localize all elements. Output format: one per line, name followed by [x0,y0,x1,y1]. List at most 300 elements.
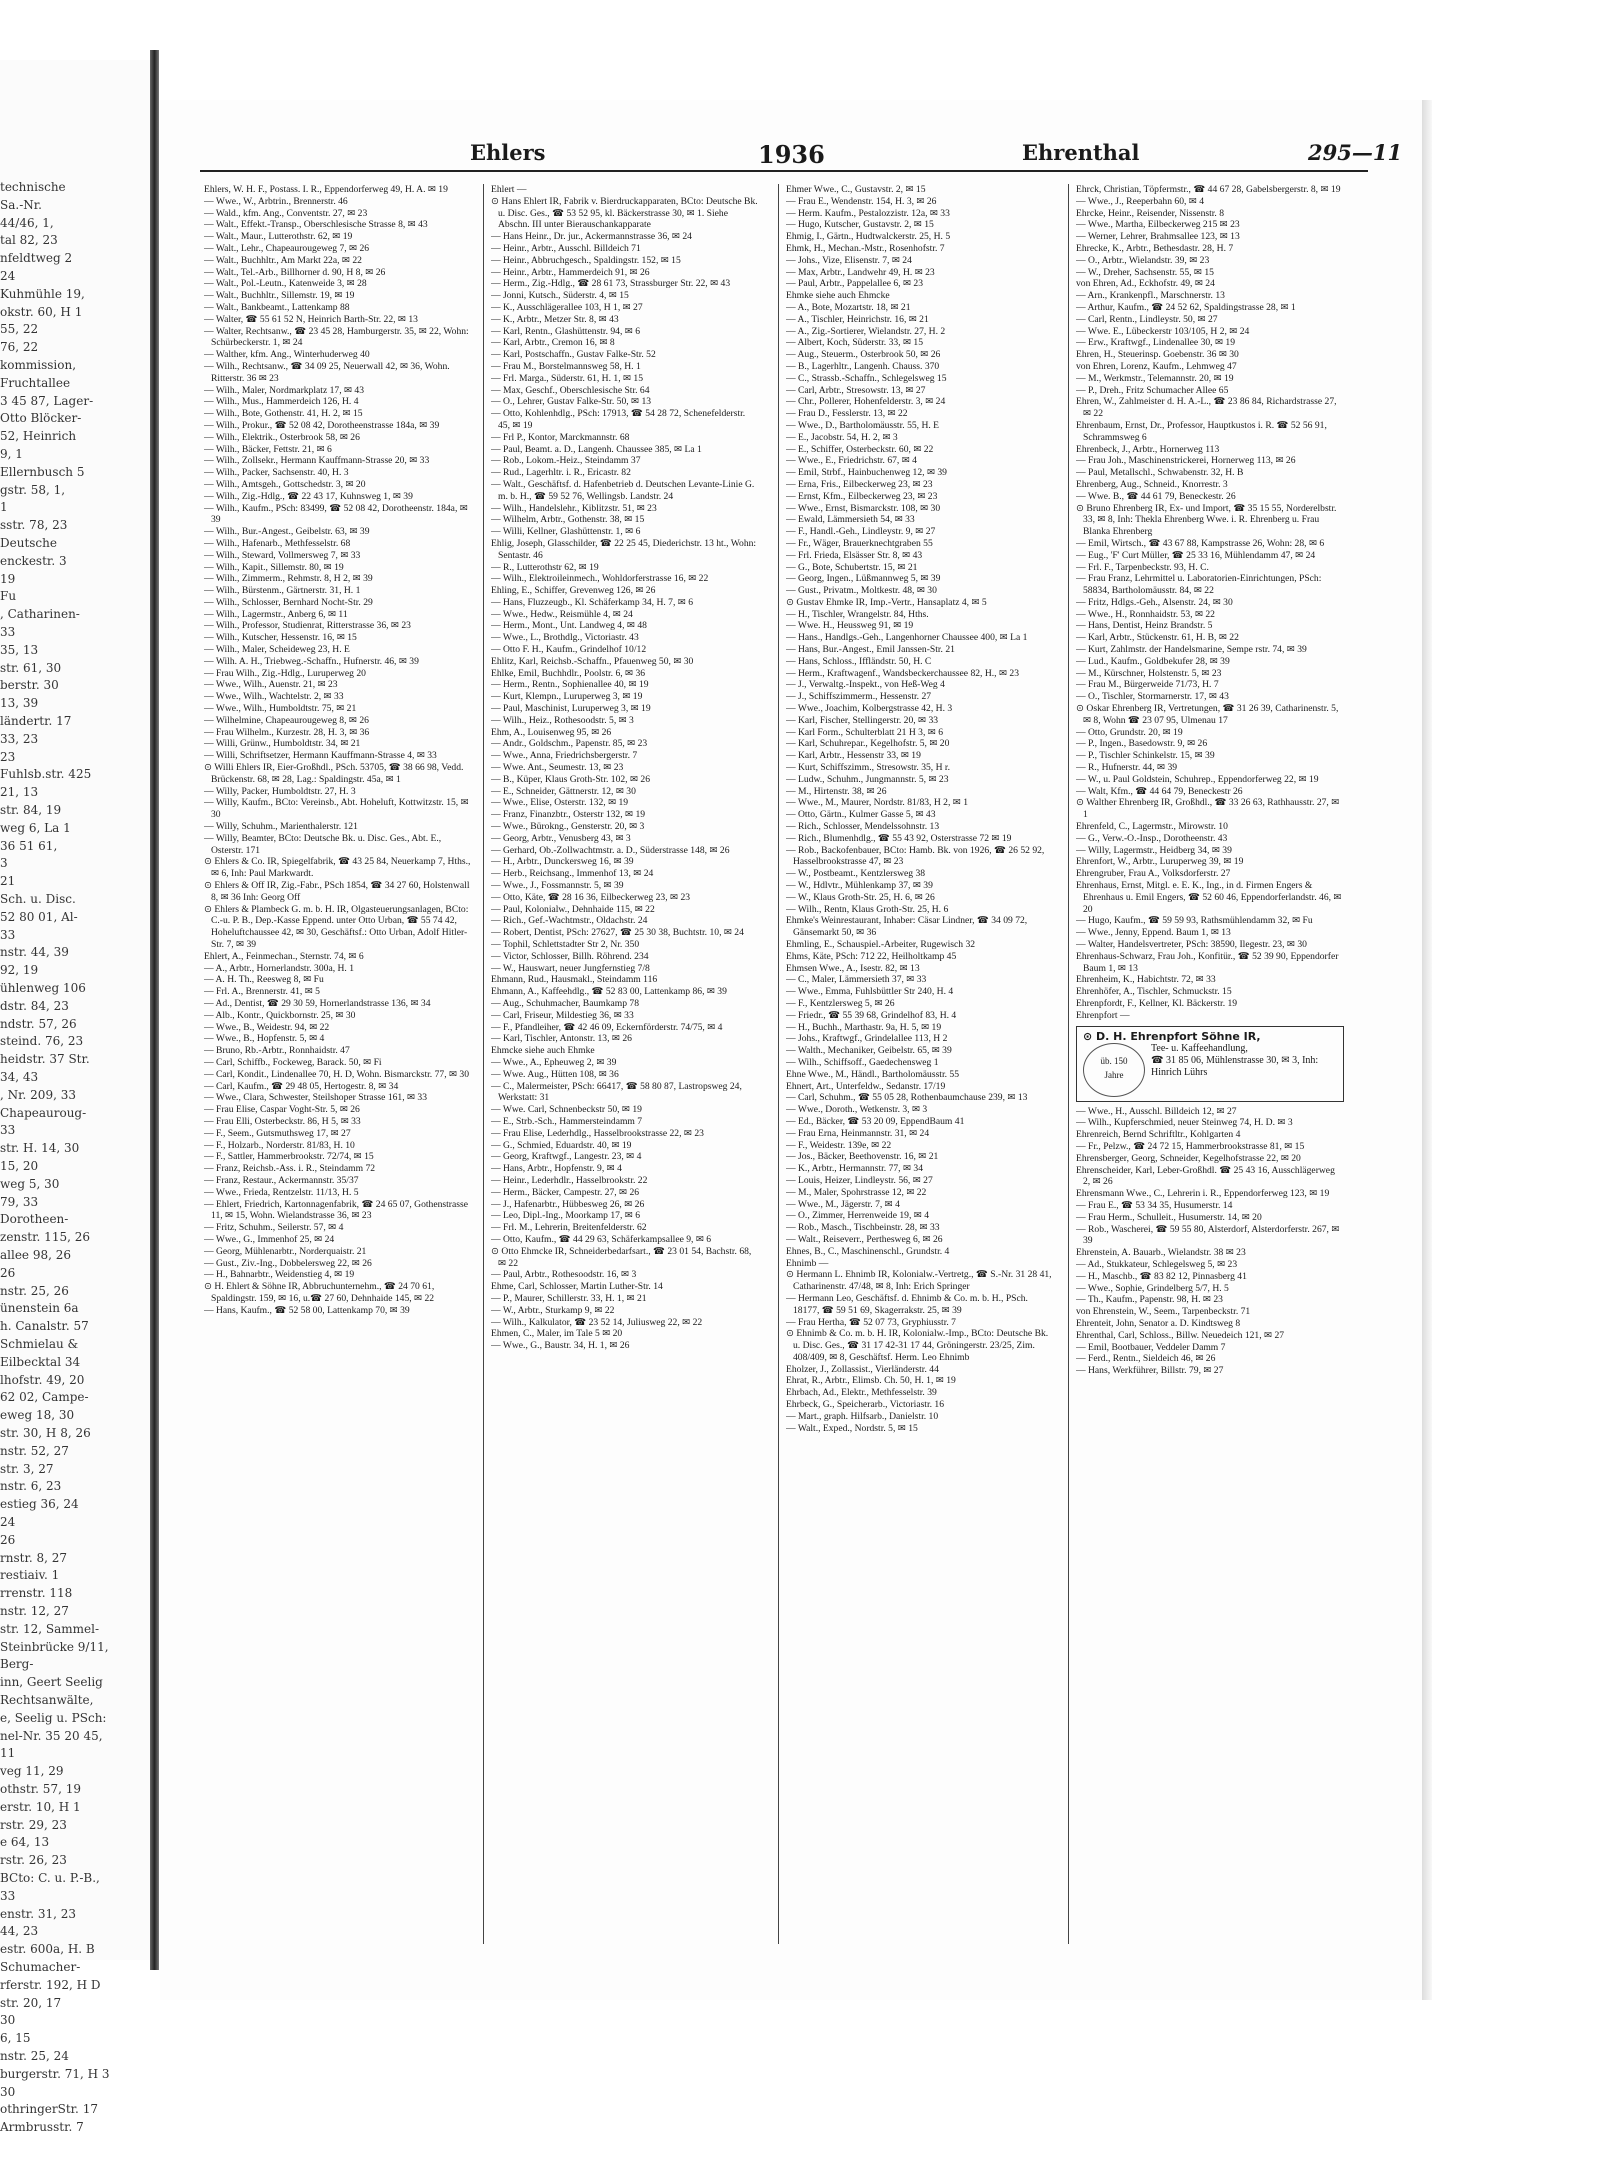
directory-entry: — Frau Herm., Schulleit., Husumerstr. 14, ✉ 20 [1076,1211,1262,1223]
directory-entry: — Fritz, Schuhm., Seilerstr. 57, ✉ 4 [204,1222,344,1234]
directory-entry: — A., Arbtr., Hornerlandstr. 300a, H. 1 [204,962,355,974]
directory-entry: Ehrenhöfer, A., Tischler, Schmuckstr. 15 [1076,986,1232,998]
directory-entry: von Ehrenstein, W., Seem., Tarpenbeckstr. 71 [1076,1306,1251,1318]
directory-entry: — O., Zimmer, Herrenweide 19, ✉ 4 [786,1210,929,1222]
left-page-line: 76, 22 [0,340,39,355]
directory-entry: — Otto, Kohlenhdlg., PSch: 17913, ☎ 54 28 72, Schenefelderstr. 45, ✉ 19 [491,408,746,431]
directory-entry: — F., Kentzlersweg 5, ✉ 26 [786,997,895,1009]
directory-entry: — W., Arbtr., Sturkamp 9, ✉ 22 [491,1304,615,1316]
directory-entry: — Hans, Dentist, Heinz Brandstr. 5 [1076,620,1213,632]
directory-entry: — Walt., Exped., Nordstr. 5, ✉ 15 [786,1422,918,1434]
left-page-line: str. 12, Sammel- [0,1621,100,1636]
directory-entry: ⊙ Walther Ehrenberg IR, Großhdl., ☎ 33 26 63, Rathhausstr. 27, ✉ 1 [1076,797,1340,821]
directory-entry: Ehrenfort, W., Arbtr., Luruperweg 39, ✉ 19 [1076,856,1244,868]
left-page-line: Fruchtallee [0,375,71,390]
left-page-line: 35, 13 [0,642,39,657]
directory-entry: — Bruno, Rb.-Arbtr., Ronnhaidstr. 47 [204,1045,350,1057]
directory-entry: — Frau Wilh., Zig.-Hdlg., Luruperweg 20 [204,667,366,679]
directory-entry: Ehrengruber, Frau A., Volksdorferstr. 27 [1076,868,1231,880]
directory-entry: — Hans, Fluzzeugb., Kl. Schäferkamp 34, H. 7, ✉ 6 [491,596,694,608]
directory-entry: — Walt., Effekt.-Transp., Oberschlesische Strasse 8, ✉ 43 [204,219,428,231]
left-page-line: enstr. 31, 23 [0,1906,77,1921]
directory-entry: — Willy, Lagermstr., Heidberg 34, ✉ 39 [1076,844,1232,856]
directory-entry: — Karl, Schuhrepar., Kegelhofstr. 5, ✉ 20 [786,738,950,750]
directory-entry: — A., Tischler, Heinrichstr. 16, ✉ 21 [786,313,929,325]
directory-entry: — Wwe., A., Epheuweg 2, ✉ 39 [491,1056,617,1068]
directory-entry: — Robert, Dentist, PSch: 27627, ☎ 25 30 38, Buchtstr. 10, ✉ 24 [491,927,744,939]
directory-entry: Ehrenpfordt, F., Kellner, Kl. Bäckerstr. 19 [1076,997,1238,1009]
left-page-line: 13, 39 [0,696,39,711]
directory-entry: — P., Dreh., Fritz Schumacher Allee 65 [1076,384,1229,396]
directory-entry: — Georg, Arbtr., Venusberg 43, ✉ 3 [491,832,631,844]
directory-entry: — Wwe., Ernst, Bismarckstr. 108, ✉ 30 [786,502,941,514]
left-page-line: 33 [0,1123,16,1138]
directory-entry: — Carl, Kaufm., ☎ 29 48 05, Hertogestr. 8, ✉ 34 [204,1080,399,1092]
directory-entry: — W., Klaus Groth-Str. 25, H. 6, ✉ 26 [786,891,935,903]
left-page-line: nstr. 52, 27 [0,1443,69,1458]
directory-entry: — Wwe., H., Ronnhaidstr. 53, ✉ 22 [1076,608,1215,620]
directory-entry: — H., Tischler, Wrangelstr. 84, Hths. [786,608,929,620]
directory-entry: — Willi, Kellner, Glashüttenstr. 1, ✉ 6 [491,526,641,538]
directory-entry: — Walth., Mechaniker, Geibelstr. 65, ✉ 39 [786,1045,952,1057]
directory-entry: — Wilh., Prokur., ☎ 52 08 42, Dorotheenstrasse 184a, ✉ 39 [204,419,440,431]
left-page-line: tal 82, 23 [0,233,58,248]
left-page-line: estr. 600a, H. B [0,1942,95,1957]
directory-entry: Ehlig, Joseph, Glasschilder, ☎ 22 25 45, Diederichstr. 13 ht., Wohn: Sentastr. 46 [491,537,757,561]
left-page-line: Fu [0,589,17,604]
column-divider [1068,184,1069,1944]
directory-entry: — Wwe., Anna, Friedrichsbergerstr. 7 [491,750,638,762]
ad-line: ☎ 31 85 06, Mühlenstrasse 30, ✉ 3, Inh: [1151,1054,1319,1066]
left-page-line: berstr. 30 [0,678,59,693]
directory-entry: — G., Bote, Schubertstr. 15, ✉ 21 [786,561,918,573]
directory-entry: — Fr., Wäger, Brauerknechtgraben 55 [786,537,933,549]
directory-entry: Ehlert — [491,184,527,195]
left-page-line: nel-Nr. 35 20 45, [0,1728,103,1743]
directory-entry: Ehrenberg, Aug., Schneid., Knorrestr. 3 [1076,478,1228,490]
seal-text-top: üb. 150 [1100,1055,1128,1066]
left-page-line: e 64, 13 [0,1835,50,1850]
directory-entry: — Wwe., Wilh., Wachtelstr. 2, ✉ 33 [204,691,344,703]
left-page-line: 52, Heinrich [0,429,77,444]
directory-entry: Ehmann, Rud., Hausmakl., Steindamm 116 [491,974,658,986]
directory-entry: — Wilh. A. H., Triebweg.-Schaffn., Hufnerstr. 46, ✉ 39 [204,655,419,667]
directory-entry: — Walt., Bankbeamt., Lattenkamp 88 [204,301,350,313]
directory-entry: — Karl Form., Schulterblatt 21 H 3, ✉ 6 [786,726,943,738]
directory-entry: — Leo, Dipl.-Ing., Moorkamp 17, ✉ 6 [491,1210,640,1222]
book-spine [150,50,159,1970]
directory-entry: — Ludw., Schuhm., Jungmannstr. 5, ✉ 23 [786,773,949,785]
left-page-line: , Nr. 209, 33 [0,1087,76,1102]
directory-entry: — Willi, Grünw., Humboldtstr. 34, ✉ 21 [204,738,361,750]
directory-entry: Ehrenthal, Carl, Schloss., Billw. Neuedeich 121, ✉ 27 [1076,1329,1285,1341]
directory-entry: — E., Strb.-Sch., Hammersteindamm 7 [491,1115,643,1127]
directory-entry: — Wilh., Kutscher, Hessenstr. 16, ✉ 15 [204,632,357,644]
directory-entry: Ehmling, E., Schauspiel.-Arbeiter, Rugewisch 32 [786,939,976,950]
directory-entry: — Wilh., Zimmerm., Rehmstr. 8, H 2, ✉ 39 [204,573,373,585]
directory-entry: — J., Hafenarbtr., Hübbesweg 26, ✉ 26 [491,1198,645,1210]
left-page-line: ndstr. 57, 26 [0,1016,77,1031]
directory-entry: — C., Maler, Lämmersieth 37, ✉ 33 [786,974,927,986]
directory-entry: — Walt., Lehr., Chapeaurougeweg 7, ✉ 26 [204,242,370,254]
directory-entry: — Wwe., Jenny, Eppend. Baum 1, ✉ 13 [1076,927,1231,939]
column-divider [778,184,779,1944]
directory-entry: — Walt, Kfm., ☎ 44 64 79, Beneckestr 26 [1076,785,1243,797]
left-page-line: 6, 15 [0,2031,31,2046]
directory-entry: — Wilh., Rentn, Klaus Groth-Str. 25, H. 6 [786,903,949,915]
directory-entry: — Wilh., Kaufm., PSch: 83499, ☎ 52 08 42, Dorotheenstr. 184a, ✉ 39 [204,502,468,526]
directory-entry: — Wwe., G., Baustr. 34, H. 1, ✉ 26 [491,1340,630,1352]
directory-entry: — H., Buchh., Marthastr. 9a, H. 5, ✉ 19 [786,1021,942,1033]
directory-entry: — M., Hirtenstr. 38, ✉ 26 [786,785,887,797]
directory-entry: — Fritz, Hdlgs.-Geh., Alsenstr. 24, ✉ 30 [1076,596,1233,608]
directory-entry: — O., Lehrer, Gustav Falke-Str. 50, ✉ 13 [491,396,652,408]
directory-entry: Ehlke, Emil, Buchhdlr., Poolstr. 6, ✉ 36 [491,667,646,679]
left-page-line: Armbrusstr. 7 [0,2120,84,2135]
directory-entry: — Alb., Kontr., Quickbornstr. 25, ✉ 30 [204,1009,356,1021]
directory-entry: — Willy, Beamter, BCto: Deutsche Bk. u. Disc. Ges., Abt. E., Osterstr. 171 [204,832,442,856]
directory-entry: — Arthur, Kaufm., ☎ 24 52 62, Spaldingstrasse 28, ✉ 1 [1076,301,1296,313]
directory-entry: Ehmen, C., Maler, im Tale 5 ✉ 20 [491,1328,623,1340]
directory-entry: — Max, Geschf., Oberschlesische Str. 64 [491,384,650,396]
left-page-line: str. 30, H 8, 26 [0,1426,91,1440]
directory-entry: — Chr., Pollerer, Hohenfelderstr. 3, ✉ 24 [786,396,946,408]
directory-entry: Ehrenstein, A. Bauarb., Wielandstr. 38 ✉ 23 [1076,1247,1246,1259]
directory-entry: Ehrenhaus, Ernst, Mitgl. e. E. K., Ing., in d. Firmen Engers & Ehrenhaus u. Emil Engers, ☎ 52 60 46, Eppendorferlandstr. 46, ✉ 20 [1076,880,1342,915]
left-page-line: Eilbecktal 34 [0,1354,81,1369]
directory-entry: — Walter, ☎ 55 61 52 N, Heinrich Barth-Str. 22, ✉ 13 [204,313,418,325]
directory-entry: — Paul, Arbtr., Pappelallee 6, ✉ 23 [786,278,924,290]
directory-entry: — Paul, Maschinist, Luruperweg 3, ✉ 19 [491,703,651,715]
directory-entry: — Wilh., Lagermstr., Anberg 6, ✉ 11 [204,608,348,620]
directory-entry: — Wwe. E., Lübeckerstr 103/105, H 2, ✉ 24 [1076,325,1250,337]
left-page-line: inn, Geert Seelig [0,1675,103,1690]
left-page-line: 34, 43 [0,1070,39,1084]
directory-entry: — Otto, Gärtn., Kulmer Gasse 5, ✉ 43 [786,809,936,821]
left-page-line: rrenstr. 118 [0,1586,73,1601]
directory-entry: — Wilh., Professor, Studienrat, Ritterstrasse 36, ✉ 23 [204,620,411,632]
left-page-line: Berg- [0,1657,34,1672]
directory-entry: — Carl, Schiffb., Fockeweg, Barack. 50, ✉ Fi [204,1056,382,1068]
directory-entry: — Walther, kfm. Ang., Winterhuderweg 40 [204,349,370,361]
directory-entry: — Walt., Buchhltr., Sillemstr. 19, ✉ 19 [204,290,355,302]
directory-entry: — Walt., Maur., Lutterothstr. 62, ✉ 19 [204,231,353,243]
directory-column-4 [1076,184,1344,1944]
directory-entry: Ehmig, I., Gärtn., Hudtwalckerstr. 25, H. 5 [786,231,951,243]
directory-entry: — Heinr., Abbruchgesch., Spaldingstr. 152, ✉ 15 [491,254,681,266]
directory-entry: — Wwe., G., Immenhof 25, ✉ 24 [204,1233,335,1245]
left-page-line: Deutsche [0,536,57,550]
directory-entry: — Wwe., J., Fossmannstr. 5, ✉ 39 [491,880,624,892]
directory-entry: — Rich., Gef.-Wachtmstr., Oldachstr. 24 [491,915,648,927]
directory-entry: — Wilh., Schlosser, Bernhard Nocht-Str. 29 [204,596,373,608]
directory-entry: — Walter, Handelsvertreter, PSch: 38590, Ilegestr. 23, ✉ 30 [1076,939,1307,950]
left-page-line: rferstr. 192, H D [0,1977,101,1992]
directory-entry: Ehrbeck, G., Speicherarb., Victoriastr. 16 [786,1399,945,1411]
directory-entry: — Rob., Wascherei, ☎ 59 55 80, Alsterdorf, Alsterdorferstr. 267, ✉ 39 [1076,1223,1340,1247]
directory-entry: — Wwe., D., Bartholomäusstr. 55, H. E [786,419,940,431]
directory-entry: — Werner, Lehrer, Brahmsallee 123, ✉ 13 [1076,231,1240,243]
directory-entry: — Frau D., Fesslerstr. 13, ✉ 22 [786,408,908,420]
directory-entry: — A., Zig.-Sortierer, Wielandstr. 27, H. 2 [786,325,946,337]
left-page-line: weg 5, 30 [0,1176,60,1191]
directory-entry: Ehrenpfort — [1076,1009,1130,1021]
header-rule [200,170,1368,172]
directory-entry: — Ad., Stukkateur, Schlegelsweg 5, ✉ 23 [1076,1258,1238,1270]
directory-entry: — Wilh., Elektrik., Osterbrook 58, ✉ 26 [204,431,360,443]
left-page-line: str. 84, 19 [0,803,62,817]
directory-entry: — E., Schiffer, Osterbeckstr. 60, ✉ 22 [786,443,934,455]
directory-entry: — Wwe., H., Ausschl. Billdeich 12, ✉ 27 [1076,1105,1237,1117]
directory-entry: — Frau Elli, Osterbeckstr. 86, H 5, ✉ 33 [204,1115,361,1127]
left-page-line: 33 [0,927,16,942]
left-page-line: Sch. u. Disc. [0,892,76,906]
directory-entry: — Ferd., Rentn., Sieldeich 46, ✉ 26 [1076,1353,1216,1365]
directory-entry: Ehms, Käte, PSch: 712 22, Heilholtkamp 45 [786,950,957,962]
directory-entry: — Paul, Kolonialw., Dehnhaide 115, ✉ 22 [491,903,655,915]
directory-entry: — M., Kürschner, Holstenstr. 5, ✉ 23 [1076,667,1222,679]
directory-entry: — Franz, Finanzbtr., Osterstr 132, ✉ 19 [491,809,646,821]
left-page-line: nstr. 6, 23 [0,1479,62,1494]
directory-entry: — Wald., kfm. Ang., Conventstr. 27, ✉ 23 [204,207,368,219]
directory-entry: — Wwe., E., Friedrichstr. 67, ✉ 4 [786,455,917,467]
directory-entry: — Wilh., Elektroileinmech., Wohldorferstrasse 16, ✉ 22 [491,573,709,585]
left-facing-page [0,60,151,2135]
directory-entry: ⊙ Oskar Ehrenberg IR, Vertretungen, ☎ 31 26 39, Catharinenstr. 5, ✉ 8, Wohn ☎ 23 07 95, Ulmenau 17 [1076,703,1339,726]
directory-entry: — J., Schiffszimmerm., Hessenstr. 27 [786,691,932,703]
directory-entry: — Frl. Marga., Süderstr. 61, H. 1, ✉ 15 [491,372,644,384]
left-page-line: Steinbrücke 9/11, [0,1639,109,1654]
directory-entry: — Rud., Lagerhltr. i. R., Ericastr. 82 [491,467,631,479]
directory-entry: Ehnert, Art., Unterfeldw., Sedanstr. 17/19 [786,1080,946,1092]
directory-entry: Ehrenhaus-Schwarz, Frau Joh., Konfitür., ☎ 52 39 90, Eppendorfer Baum 1, ✉ 13 [1076,950,1339,974]
left-page-line: 44/46, 1, [0,215,54,230]
directory-entry: — Paul, Arbtr., Rothesoodstr. 16, ✉ 3 [491,1269,637,1281]
directory-entry: — Wwe. Ant., Seumestr. 13, ✉ 23 [491,762,624,774]
left-page-line: 36 51 61, [0,838,58,853]
directory-entry: — Herm., Rentn., Sophienallee 40, ✉ 19 [491,679,649,691]
directory-entry: — Wilh., Packer, Sachsenstr. 40, H. 3 [204,467,349,479]
directory-entry: — Karl, Arbtr., Hessenstr 33, ✉ 19 [786,750,921,762]
directory-entry: — Otto F. H., Kaufm., Grindelhof 10/12 [491,644,647,656]
directory-entry: — Hans, Bur.-Angest., Emil Janssen-Str. 21 [786,644,955,656]
directory-entry: — Wwe., B., Hopfenstr. 5, ✉ 4 [204,1033,325,1045]
left-page-line: estieg 36, 24 [0,1497,79,1512]
left-page-line: lhofstr. 49, 20 [0,1372,85,1387]
directory-entry: — Wwe., Sophie, Grindelberg 5/7, H. 5 [1076,1282,1229,1294]
directory-entry: — Willy, Kaufm., BCto: Vereinsb., Abt. Hoheluft, Kottwitzstr. 15, ✉ 30 [204,797,469,821]
left-page-line: 62 02, Campe- [0,1390,89,1405]
directory-entry: Ehne Wwe., M., Händl., Bartholomäusstr. 55 [786,1068,960,1080]
directory-entry: — Herm., Mont., Unt. Landweg 4, ✉ 48 [491,620,647,632]
directory-entry: — Wilh., Schiffsoff., Gaedechensweg 1 [786,1056,939,1068]
directory-entry: — Carl, Schuhm., ☎ 55 05 28, Rothenbaumchause 239, ✉ 13 [786,1092,1028,1104]
directory-entry: — Willi, Schriftsetzer, Hermann Kauffmann-Strasse 4, ✉ 33 [204,750,437,762]
directory-entry: — F., Pfandleiher, ☎ 42 46 09, Eckernförderstr. 74/75, ✉ 4 [491,1021,723,1033]
directory-entry: — Walt., Tel.-Arb., Billhorner d. 90, H 8, ✉ 26 [204,266,386,278]
directory-entry: — Wilh., Bürstenm., Gärtnerstr. 31, H. 1 [204,585,361,597]
left-page-line: 21, 13 [0,785,39,800]
directory-entry: — O., Tischler, Stormarnerstr. 17, ✉ 43 [1076,691,1229,703]
directory-entry: — Wwe., Emma, Fuhlsbüttler Str 240, H. 4 [786,986,954,998]
left-page-line: BCto: C. u. P.-B., [0,1871,100,1885]
directory-entry: — Wwe., Bürokng., Gensterstr. 20, ✉ 3 [491,821,645,833]
left-page-line: heidstr. 37 Str. [0,1052,90,1067]
directory-entry: Ehrecke, K., Arbtr., Bethesdastr. 28, H. 7 [1076,242,1234,254]
directory-entry: — Frau Erna, Heinmannstr. 31, ✉ 24 [786,1127,930,1139]
directory-entry: — Carl, Kondit., Lindenallee 70, H. D, Wohn. Bismarckstr. 77, ✉ 30 [204,1068,470,1080]
left-page-line: rstr. 26, 23 [0,1853,67,1868]
directory-entry: — Wwe. Carl, Schnenbeckstr 50, ✉ 19 [491,1104,642,1116]
directory-entry: — Otto, Kaufm., ☎ 44 29 63, Schäferkampsallee 9, ✉ 6 [491,1233,712,1245]
left-page-line: ländertr. 17 [0,714,72,728]
directory-entry: Ehrensberger, Georg, Schneider, Kegelhofstrasse 22, ✉ 20 [1076,1152,1301,1164]
directory-entry: — K., Ausschlägerallee 103, H 1, ✉ 27 [491,301,643,313]
left-page-line: sstr. 78, 23 [0,518,68,533]
left-page-line: Rechtsanwälte, [0,1693,94,1707]
left-page-line: Ellernbusch 5 [0,464,85,479]
page-number: 295—11 [1308,140,1403,165]
left-page-line: 24 [0,1515,16,1529]
directory-entry: — P., Ingen., Basedowstr. 9, ✉ 26 [1076,738,1208,750]
directory-entry: — Emil, Strbf., Hainbuchenweg 12, ✉ 39 [786,467,947,479]
directory-entry: — Paul, Metallschl., Schwabenstr. 32, H. B [1076,467,1244,479]
directory-entry: — M., Maler, Spohrstrasse 12, ✉ 22 [786,1186,927,1198]
directory-entry: — Louis, Heizer, Lindleystr. 56, ✉ 27 [786,1174,933,1186]
directory-entry: — Wwe., M., Maurer, Nordstr. 81/83, H 2, ✉ 1 [786,797,969,809]
directory-entry: — H., Arbtr., Dunckersweg 16, ✉ 39 [491,856,634,868]
directory-entry: — Emil, Wirtsch., ☎ 43 67 88, Kampstrasse 26, Wohn: 28, ✉ 6 [1076,537,1325,549]
directory-entry: — Gust., Privatm., Moltkestr. 48, ✉ 30 [786,585,937,597]
directory-entry: — Frau Joh., Maschinenstrickerei, Hornerweg 113, ✉ 26 [1076,455,1296,467]
directory-entry: — Walt., Buchhltr., Am Markt 22a, ✉ 22 [204,254,362,266]
directory-entry: Ehmke siehe auch Ehmcke [786,290,890,302]
directory-entry: Ehrcke, Heinr., Reisender, Nissenstr. 8 [1076,207,1225,219]
directory-entry: Ehren, H., Steuerinsp. Goebenstr. 36 ✉ 30 [1076,349,1239,361]
directory-entry: — Tophil, Schlettstadter Str 2, Nr. 350 [491,939,640,950]
directory-entry: — Frl. A., Brennerstr. 41, ✉ 5 [204,986,320,998]
directory-entry: — Wwe. Aug., Hütten 108, ✉ 36 [491,1068,619,1080]
left-page-line: str. H. 14, 30 [0,1141,80,1156]
left-page-line: eweg 18, 30 [0,1408,75,1423]
directory-entry: — Paul, Beamt. a. D., Langenh. Chaussee 385, ✉ La 1 [491,443,702,455]
directory-entry: — Wilh., Kalkulator, ☎ 23 52 14, Juliusweg 22, ✉ 22 [491,1316,703,1328]
directory-entry: — Wwe., L., Brothdlg., Victoriastr. 43 [491,632,639,644]
ad-title: ⊙ D. H. Ehrenpfort Söhne IR, [1083,1029,1261,1043]
directory-entry: Ehmann, A., Kaffeehdlg., ☎ 52 83 00, Lattenkamp 86, ✉ 39 [491,986,727,998]
directory-entry: — W., Dreher, Sachsenstr. 55, ✉ 15 [1076,266,1214,278]
directory-entry: — M., Werkmstr., Telemannstr. 20, ✉ 19 [1076,372,1234,384]
left-page-line: nfeldtweg 2 [0,251,73,266]
directory-entry: — Herm., Bäcker, Campestr. 27, ✉ 26 [491,1186,640,1198]
directory-entry: — K., Arbtr., Metzer Str. 8, ✉ 43 [491,313,619,325]
left-page-line: steind. 76, 23 [0,1034,84,1049]
directory-entry: — Frau M., Bürgerweide 71/73, H. 7 [1076,679,1219,691]
directory-entry: — Frau M., Borstelmannsweg 58, H. 1 [491,360,641,372]
directory-entry: — Franz, Restaur., Ackermannstr. 35/37 [204,1174,359,1186]
directory-entry: Eholzer, J., Zollassist., Vierländerstr. 44 [786,1363,939,1375]
directory-entry: — Wwe. B., ☎ 44 61 79, Beneckestr. 26 [1076,490,1236,502]
directory-entry: — Albert, Koch, Süderstr. 33, ✉ 15 [786,337,924,349]
directory-entry: — Hugo, Kutscher, Gustavstr. 2, ✉ 15 [786,219,934,231]
directory-entry: — C., Strassb.-Schaffn., Schlegelsweg 15 [786,372,947,384]
directory-entry: — Gerhard, Ob.-Zollwachtmstr. a. D., Süderstrasse 148, ✉ 26 [491,844,730,856]
directory-entry: Ehrenfeld, C., Lagermstr., Mirowstr. 10 [1076,821,1228,833]
directory-entry: — W., Hauswart, neuer Jungfernstieg 7/8 [491,962,650,974]
left-page-line: allee 98, 26 [0,1248,72,1262]
directory-entry: Ehling, E., Schiffer, Grevenweg 126, ✉ 26 [491,585,656,597]
directory-entry: — Frau E., ☎ 53 34 35, Husumerstr. 14 [1076,1199,1233,1211]
directory-entry: — Herm. Kaufm., Pestalozzistr. 12a, ✉ 33 [786,207,950,219]
directory-entry: ⊙ Ehlers & Plambeck G. m. b. H. IR, Olgasteuerungsanlagen, BCto: C.-u. P. B., Dep.-Kasse Eppend. unter Otto Urban, ☎ 55 74 42, Hoheluftchaussee 42, ✉ 30, Geschäftsf.: Otto Urban, Adolf Hitler-Str. 7, ✉ 39 [204,903,469,950]
directory-entry: — Eug., 'F' Curt Müller, ☎ 25 33 16, Mühlendamm 47, ✉ 24 [1076,549,1316,561]
directory-entry: — Gust., Ziv.-Ing., Dobbelersweg 22, ✉ 26 [204,1257,372,1269]
directory-entry: — Frau Elise, Lederhdlg., Hasselbrookstrasse 22, ✉ 23 [491,1127,704,1139]
directory-entry: — Hans, Arbtr., Hopfenstr. 9, ✉ 4 [491,1163,622,1175]
directory-entry: Ehlers, W. H. F., Postass. I. R., Eppendorferweg 49, H. A. ✉ 19 [204,184,448,195]
directory-entry: — Wilh., Bur.-Angest., Geibelstr. 63, ✉ 39 [204,526,370,538]
left-page-line: 3 45 87, Lager- [0,393,94,408]
directory-entry: Ehnimb — [786,1257,829,1269]
directory-entry: Ehrenbaum, Ernst, Dr., Professor, Hauptkustos i. R. ☎ 52 56 91, Schrammsweg 6 [1076,419,1327,443]
directory-entry: — Frau Wilhelm., Kurzestr. 28, H. 3, ✉ 36 [204,726,370,738]
directory-entry: — W., Hdlvtr., Mühlenkamp 37, ✉ 39 [786,880,933,892]
directory-entry: — Rich., Schlosser, Mendelssohnstr. 13 [786,821,940,833]
directory-entry: — Victor, Schlosser, Billh. Röhrend. 234 [491,950,649,962]
left-page-line: Kuhmühle 19, [0,286,85,301]
left-page-line: rnstr. 8, 27 [0,1550,68,1565]
directory-entry: — G., Schmied, Eduardstr. 40, ✉ 19 [491,1139,632,1151]
directory-entry: — Wwe., Frieda, Rentzelstr. 11/13, H. 5 [204,1186,359,1198]
directory-entry: — Wwe., B., Weidestr. 94, ✉ 22 [204,1021,330,1033]
directory-entry: ⊙ Ehlers & Off IR, Zig.-Fabr., PSch 1854, ☎ 34 27 60, Holstenwall 8, ✉ 36 Inh: Georg Off [204,880,470,903]
directory-entry: — F., Seem., Gutsmuthsweg 17, ✉ 27 [204,1127,351,1139]
directory-entry: — Jos., Bäcker, Beethovenstr. 16, ✉ 21 [786,1151,939,1163]
directory-entry: Ehrat, R., Arbtr., Elimsb. Ch. 50, H. 1, ✉ 19 [786,1375,956,1387]
directory-entry: — F., Weidestr. 139e, ✉ 22 [786,1139,892,1151]
directory-entry: — Hugo, Kaufm., ☎ 59 59 93, Rathsmühlendamm 32, ✉ Fu [1076,915,1313,927]
directory-entry: — Johs., Vize, Elisenstr. 7, ✉ 24 [786,254,912,266]
directory-entry: — Johs., Kraftwgf., Grindelallee 113, H 2 [786,1033,948,1045]
directory-entry: — Fr., Pelzw., ☎ 24 72 15, Hammerbrookstrasse 81, ✉ 15 [1076,1140,1305,1152]
left-page-line: 33, 23 [0,731,39,746]
directory-entry: — E., Jacobstr. 54, H. 2, ✉ 3 [786,431,898,443]
directory-entry: — Wwe., Hedw., Reismühle 4, ✉ 24 [491,608,633,620]
directory-entry: Ehlert, A., Feinmechan., Sternstr. 74, ✉ 6 [204,950,364,962]
directory-entry: — O., Arbtr., Wielandstr. 39, ✉ 23 [1076,254,1210,266]
directory-entry: — Kurt, Klempn., Luruperweg 3, ✉ 19 [491,691,643,703]
left-page-line: ühlenweg 106 [0,981,86,995]
directory-entry: — Wilh., Maler, Scheideweg 23, H. E [204,644,350,656]
directory-entry: ⊙ Ehnimb & Co. m. b. H. IR, Kolonialw.-Imp., BCto: Deutsche Bk. u. Disc. Ges., ☎ 31 17 42-31 17 44, Gröningerstr. 23/25, Zim. 408/409, ✉ 8, Geschäftsf. Herm. Leo Ehnimb [786,1328,1049,1363]
directory-column-2 [491,184,759,1944]
left-page-line: othstr. 57, 19 [0,1782,81,1796]
directory-entry: Ehlitz, Karl, Reichsb.-Schaffn., Pfauenweg 50, ✉ 30 [491,655,694,667]
directory-entry: — Frl. Frieda, Elsässer Str. 8, ✉ 43 [786,549,923,561]
directory-entry: — Walt., Geschäftsf. d. Hafenbetrieb d. Deutschen Levante-Linie G. m. b. H., ☎ 59 52 76, Wellingsb. Landstr. 24 [491,478,755,502]
directory-entry: — Wwe. H., Heussweg 91, ✉ 19 [786,620,914,632]
left-page-line: 9, 1 [0,447,23,461]
ad-line: Tee- u. Kaffeehandlung, [1151,1042,1248,1054]
left-page-line: 11 [0,1746,16,1761]
directory-entry: — Wilh., Zig.-Hdlg., ☎ 22 43 17, Kuhnsweg 1, ✉ 39 [204,490,413,502]
directory-entry: — Ad., Dentist, ☎ 29 30 59, Hornerlandstrasse 136, ✉ 34 [204,997,431,1009]
directory-entry: — Frau Elise, Caspar Voght-Str. 5, ✉ 26 [204,1104,360,1116]
directory-entry: — Wilhelm, Arbtr., Gothenstr. 38, ✉ 15 [491,514,645,526]
directory-entry: — Frl P., Kontor, Marckmannstr. 68 [491,431,630,443]
directory-entry: — Karl, Arbtr., Stückenstr. 61, H. B, ✉ 22 [1076,632,1239,644]
directory-entry: — Ewald, Lämmersieth 54, ✉ 33 [786,514,915,526]
